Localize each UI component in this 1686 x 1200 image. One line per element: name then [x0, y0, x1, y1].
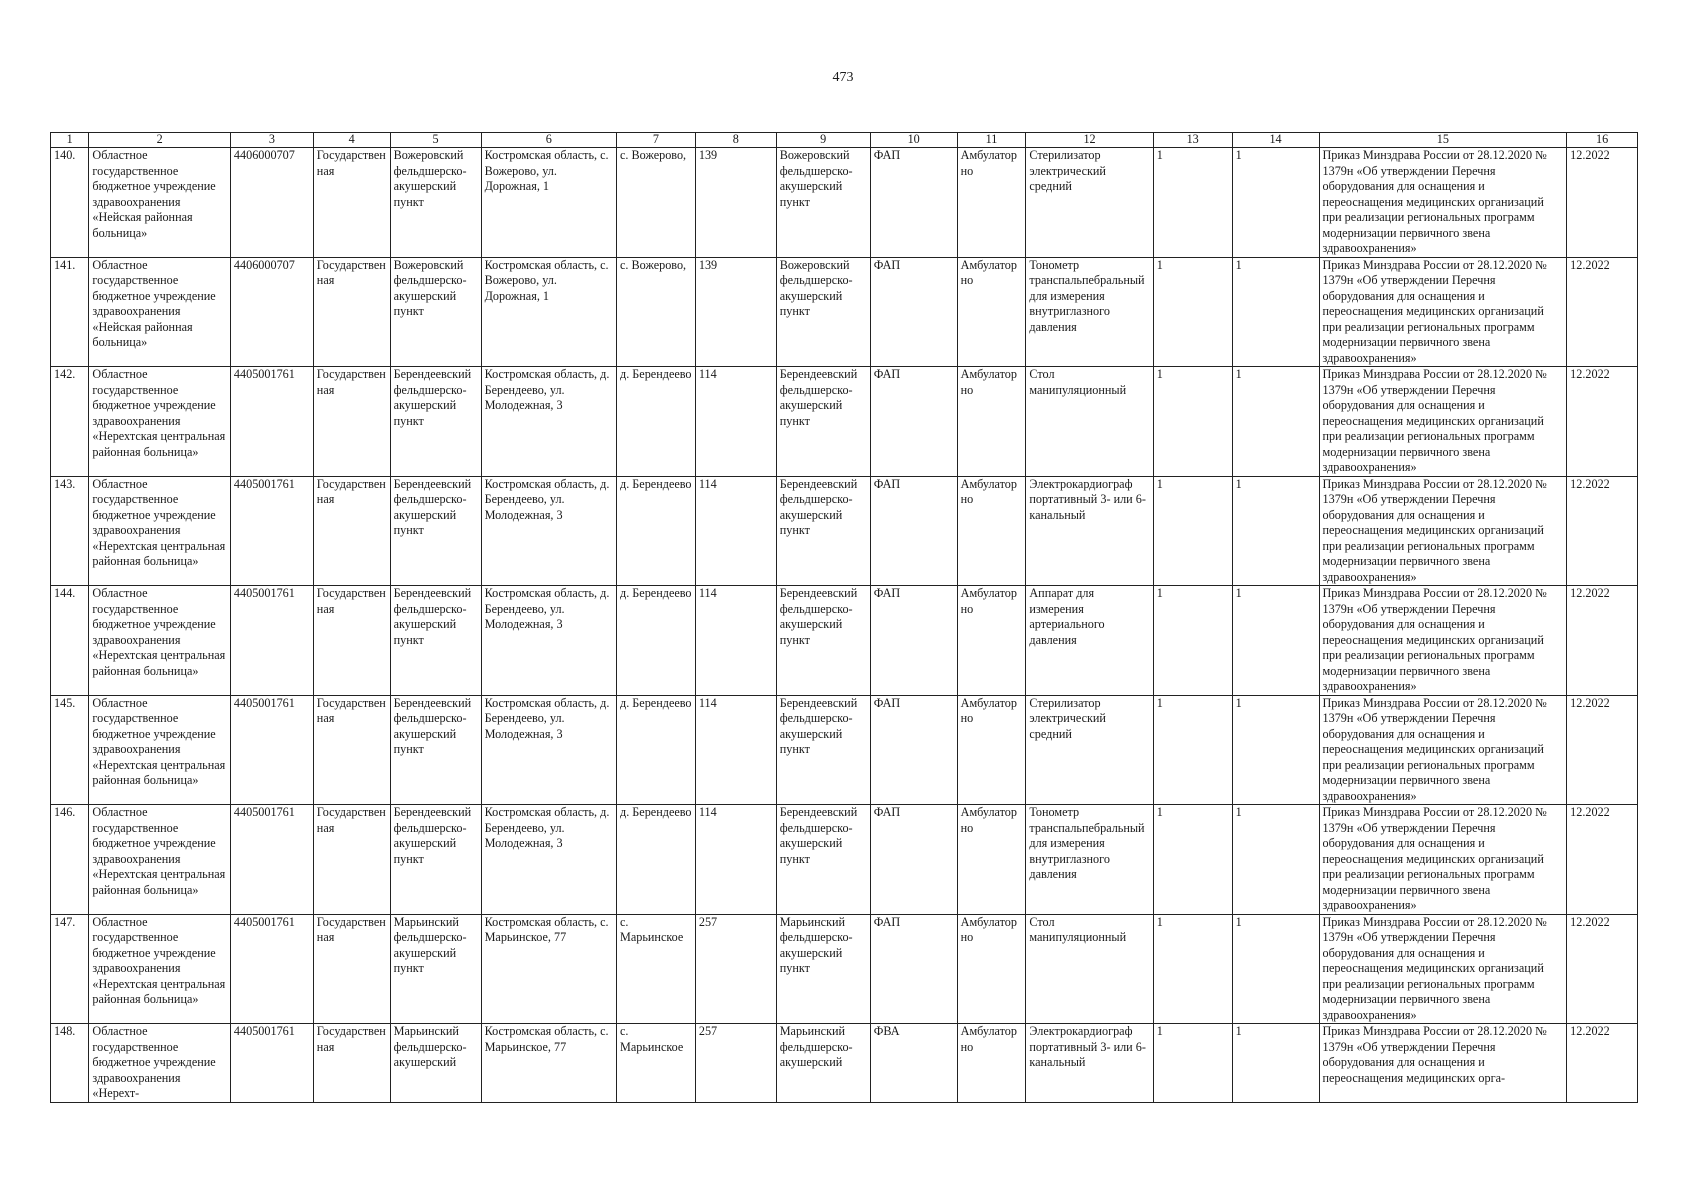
facility-cell: Берендеевский фельдшерско-акушерский пункт: [776, 695, 870, 805]
equipment-cell: Электрокардиограф портативный 3- или 6-канальный: [1026, 476, 1153, 586]
unit-name-cell: Марьинский фельдшерско-акушерский пункт: [390, 914, 481, 1024]
column-number: 1: [51, 133, 89, 148]
table-row: [51, 914, 1638, 1024]
address-cell: Костромская область, с. Вожерово, ул. Дорожная, 1: [481, 257, 616, 367]
quantity-cell: 1: [1153, 367, 1232, 477]
settlement-cell: с. Марьинское: [617, 914, 696, 1024]
ownership-cell: Государственная: [313, 805, 390, 915]
facility-type-cell: ФАП: [870, 148, 957, 258]
column-number: 10: [870, 133, 957, 148]
address-cell: Костромская область, с. Вожерово, ул. Дорожная, 1: [481, 148, 616, 258]
quantity-cell: 1: [1232, 914, 1319, 1024]
facility-cell: Вожеровский фельдшерско-акушерский пункт: [776, 257, 870, 367]
quantity-cell: 1: [1232, 1024, 1319, 1103]
table-row: [51, 367, 1638, 477]
care-form-cell: Амбулаторно: [957, 367, 1026, 477]
row-number-cell: 142.: [51, 367, 89, 477]
population-cell: 139: [695, 257, 776, 367]
date-cell: 12.2022: [1567, 805, 1638, 915]
row-number-cell: 141.: [51, 257, 89, 367]
column-number: 14: [1232, 133, 1319, 148]
unit-name-cell: Марьинский фельдшерско-акушерский: [390, 1024, 481, 1103]
population-cell: 139: [695, 148, 776, 258]
column-number: 9: [776, 133, 870, 148]
settlement-cell: с. Марьинское: [617, 1024, 696, 1103]
column-number-row: [51, 133, 1638, 148]
ownership-cell: Государственная: [313, 914, 390, 1024]
table-row: [51, 257, 1638, 367]
quantity-cell: 1: [1232, 476, 1319, 586]
ownership-cell: Государственная: [313, 257, 390, 367]
unit-name-cell: Берендеевский фельдшерско-акушерский пункт: [390, 367, 481, 477]
inn-cell: 4405001761: [230, 367, 313, 477]
inn-cell: 4406000707: [230, 148, 313, 258]
quantity-cell: 1: [1153, 476, 1232, 586]
address-cell: Костромская область, д. Берендеево, ул. Молодежная, 3: [481, 476, 616, 586]
row-number-cell: 143.: [51, 476, 89, 586]
quantity-cell: 1: [1232, 148, 1319, 258]
care-form-cell: Амбулаторно: [957, 586, 1026, 696]
inn-cell: 4405001761: [230, 1024, 313, 1103]
settlement-cell: с. Вожерово,: [617, 257, 696, 367]
equipment-cell: Стерилизатор электрический средний: [1026, 695, 1153, 805]
quantity-cell: 1: [1153, 257, 1232, 367]
column-number: 11: [957, 133, 1026, 148]
facility-cell: Вожеровский фельдшерско-акушерский пункт: [776, 148, 870, 258]
date-cell: 12.2022: [1567, 257, 1638, 367]
facility-cell: Берендеевский фельдшерско-акушерский пункт: [776, 367, 870, 477]
facility-type-cell: ФАП: [870, 367, 957, 477]
ownership-cell: Государственная: [313, 148, 390, 258]
column-number: 8: [695, 133, 776, 148]
facility-cell: Марьинский фельдшерско-акушерский пункт: [776, 914, 870, 1024]
column-number: 16: [1567, 133, 1638, 148]
organization-cell: Областное государственное бюджетное учреждение здравоохранения «Нейская районная больница»: [89, 148, 231, 258]
legal-basis-cell: Приказ Минздрава России от 28.12.2020 № 1379н «Об утверждении Перечня оборудования для оснащения и переоснащения медицинских организаций при реализации региональных программ модернизации первичного звена здравоохранения»: [1319, 586, 1567, 696]
ownership-cell: Государственная: [313, 476, 390, 586]
equipment-registry-table: [50, 132, 1638, 1103]
column-number: 5: [390, 133, 481, 148]
settlement-cell: д. Берендеево: [617, 367, 696, 477]
table-row: [51, 805, 1638, 915]
inn-cell: 4405001761: [230, 695, 313, 805]
table-row: [51, 586, 1638, 696]
equipment-cell: Стол манипуляционный: [1026, 367, 1153, 477]
registry-body: [51, 148, 1638, 1103]
address-cell: Костромская область, д. Берендеево, ул. Молодежная, 3: [481, 805, 616, 915]
legal-basis-cell: Приказ Минздрава России от 28.12.2020 № 1379н «Об утверждении Перечня оборудования для оснащения и переоснащения медицинских организаций при реализации региональных программ модернизации первичного звена здравоохранения»: [1319, 257, 1567, 367]
settlement-cell: д. Берендеево: [617, 476, 696, 586]
organization-cell: Областное государственное бюджетное учреждение здравоохранения «Нерехтская центральная районная больница»: [89, 914, 231, 1024]
ownership-cell: Государственная: [313, 1024, 390, 1103]
quantity-cell: 1: [1153, 695, 1232, 805]
care-form-cell: Амбулаторно: [957, 914, 1026, 1024]
table-row: [51, 476, 1638, 586]
legal-basis-cell: Приказ Минздрава России от 28.12.2020 № 1379н «Об утверждении Перечня оборудования для оснащения и переоснащения медицинских орга-: [1319, 1024, 1567, 1103]
quantity-cell: 1: [1232, 586, 1319, 696]
settlement-cell: д. Берендеево: [617, 695, 696, 805]
facility-type-cell: ФАП: [870, 695, 957, 805]
legal-basis-cell: Приказ Минздрава России от 28.12.2020 № 1379н «Об утверждении Перечня оборудования для оснащения и переоснащения медицинских организаций при реализации региональных программ модернизации первичного звена здравоохранения»: [1319, 148, 1567, 258]
equipment-cell: Стерилизатор электрический средний: [1026, 148, 1153, 258]
settlement-cell: д. Берендеево: [617, 805, 696, 915]
address-cell: Костромская область, д. Берендеево, ул. Молодежная, 3: [481, 695, 616, 805]
facility-type-cell: ФВА: [870, 1024, 957, 1103]
equipment-cell: Аппарат для измерения артериального давления: [1026, 586, 1153, 696]
facility-type-cell: ФАП: [870, 914, 957, 1024]
equipment-cell: Тонометр транспальпебральный для измерения внутриглазного давления: [1026, 805, 1153, 915]
facility-type-cell: ФАП: [870, 805, 957, 915]
organization-cell: Областное государственное бюджетное учреждение здравоохранения «Нерехтская центральная районная больница»: [89, 805, 231, 915]
quantity-cell: 1: [1232, 695, 1319, 805]
settlement-cell: с. Вожерово,: [617, 148, 696, 258]
row-number-cell: 140.: [51, 148, 89, 258]
population-cell: 257: [695, 914, 776, 1024]
inn-cell: 4405001761: [230, 914, 313, 1024]
date-cell: 12.2022: [1567, 1024, 1638, 1103]
column-number: 13: [1153, 133, 1232, 148]
population-cell: 114: [695, 805, 776, 915]
organization-cell: Областное государственное бюджетное учреждение здравоохранения «Нерехтская центральная районная больница»: [89, 476, 231, 586]
inn-cell: 4405001761: [230, 476, 313, 586]
row-number-cell: 144.: [51, 586, 89, 696]
care-form-cell: Амбулаторно: [957, 257, 1026, 367]
facility-type-cell: ФАП: [870, 257, 957, 367]
inn-cell: 4406000707: [230, 257, 313, 367]
care-form-cell: Амбулаторно: [957, 476, 1026, 586]
unit-name-cell: Берендеевский фельдшерско-акушерский пункт: [390, 805, 481, 915]
column-number: 7: [617, 133, 696, 148]
quantity-cell: 1: [1153, 586, 1232, 696]
settlement-cell: д. Берендеево: [617, 586, 696, 696]
organization-cell: Областное государственное бюджетное учреждение здравоохранения «Нерехтская центральная районная больница»: [89, 586, 231, 696]
legal-basis-cell: Приказ Минздрава России от 28.12.2020 № 1379н «Об утверждении Перечня оборудования для оснащения и переоснащения медицинских организаций при реализации региональных программ модернизации первичного звена здравоохранения»: [1319, 476, 1567, 586]
care-form-cell: Амбулаторно: [957, 148, 1026, 258]
quantity-cell: 1: [1232, 805, 1319, 915]
facility-cell: Марьинский фельдшерско-акушерский: [776, 1024, 870, 1103]
equipment-cell: Тонометр транспальпебральный для измерения внутриглазного давления: [1026, 257, 1153, 367]
date-cell: 12.2022: [1567, 695, 1638, 805]
unit-name-cell: Берендеевский фельдшерско-акушерский пункт: [390, 476, 481, 586]
column-number: 15: [1319, 133, 1567, 148]
row-number-cell: 148.: [51, 1024, 89, 1103]
facility-cell: Берендеевский фельдшерско-акушерский пункт: [776, 805, 870, 915]
quantity-cell: 1: [1153, 1024, 1232, 1103]
date-cell: 12.2022: [1567, 148, 1638, 258]
organization-cell: Областное государственное бюджетное учреждение здравоохранения «Нерехтская центральная районная больница»: [89, 695, 231, 805]
column-number: 6: [481, 133, 616, 148]
care-form-cell: Амбулаторно: [957, 1024, 1026, 1103]
address-cell: Костромская область, д. Берендеево, ул. Молодежная, 3: [481, 367, 616, 477]
page-number: 473: [832, 70, 854, 85]
legal-basis-cell: Приказ Минздрава России от 28.12.2020 № 1379н «Об утверждении Перечня оборудования для оснащения и переоснащения медицинских организаций при реализации региональных программ модернизации первичного звена здравоохранения»: [1319, 805, 1567, 915]
organization-cell: Областное государственное бюджетное учреждение здравоохранения «Нерехт-: [89, 1024, 231, 1103]
row-number-cell: 146.: [51, 805, 89, 915]
facility-cell: Берендеевский фельдшерско-акушерский пункт: [776, 586, 870, 696]
ownership-cell: Государственная: [313, 586, 390, 696]
row-number-cell: 147.: [51, 914, 89, 1024]
facility-type-cell: ФАП: [870, 476, 957, 586]
legal-basis-cell: Приказ Минздрава России от 28.12.2020 № 1379н «Об утверждении Перечня оборудования для оснащения и переоснащения медицинских организаций при реализации региональных программ модернизации первичного звена здравоохранения»: [1319, 914, 1567, 1024]
legal-basis-cell: Приказ Минздрава России от 28.12.2020 № 1379н «Об утверждении Перечня оборудования для оснащения и переоснащения медицинских организаций при реализации региональных программ модернизации первичного звена здравоохранения»: [1319, 695, 1567, 805]
population-cell: 114: [695, 586, 776, 696]
address-cell: Костромская область, с. Марьинское, 77: [481, 914, 616, 1024]
column-number: 4: [313, 133, 390, 148]
date-cell: 12.2022: [1567, 367, 1638, 477]
address-cell: Костромская область, д. Берендеево, ул. Молодежная, 3: [481, 586, 616, 696]
unit-name-cell: Берендеевский фельдшерско-акушерский пункт: [390, 695, 481, 805]
facility-cell: Берендеевский фельдшерско-акушерский пункт: [776, 476, 870, 586]
row-number-cell: 145.: [51, 695, 89, 805]
column-number: 2: [89, 133, 231, 148]
date-cell: 12.2022: [1567, 586, 1638, 696]
unit-name-cell: Вожеровский фельдшерско-акушерский пункт: [390, 148, 481, 258]
table-row: [51, 148, 1638, 258]
column-number: 3: [230, 133, 313, 148]
equipment-cell: Стол манипуляционный: [1026, 914, 1153, 1024]
ownership-cell: Государственная: [313, 367, 390, 477]
organization-cell: Областное государственное бюджетное учреждение здравоохранения «Нейская районная больница»: [89, 257, 231, 367]
quantity-cell: 1: [1232, 257, 1319, 367]
population-cell: 114: [695, 476, 776, 586]
quantity-cell: 1: [1153, 914, 1232, 1024]
column-number: 12: [1026, 133, 1153, 148]
population-cell: 114: [695, 367, 776, 477]
population-cell: 257: [695, 1024, 776, 1103]
unit-name-cell: Вожеровский фельдшерско-акушерский пункт: [390, 257, 481, 367]
care-form-cell: Амбулаторно: [957, 805, 1026, 915]
organization-cell: Областное государственное бюджетное учреждение здравоохранения «Нерехтская центральная районная больница»: [89, 367, 231, 477]
table-row: [51, 1024, 1638, 1103]
population-cell: 114: [695, 695, 776, 805]
quantity-cell: 1: [1232, 367, 1319, 477]
unit-name-cell: Берендеевский фельдшерско-акушерский пункт: [390, 586, 481, 696]
date-cell: 12.2022: [1567, 476, 1638, 586]
quantity-cell: 1: [1153, 148, 1232, 258]
inn-cell: 4405001761: [230, 805, 313, 915]
legal-basis-cell: Приказ Минздрава России от 28.12.2020 № 1379н «Об утверждении Перечня оборудования для оснащения и переоснащения медицинских организаций при реализации региональных программ модернизации первичного звена здравоохранения»: [1319, 367, 1567, 477]
inn-cell: 4405001761: [230, 586, 313, 696]
facility-type-cell: ФАП: [870, 586, 957, 696]
table-row: [51, 695, 1638, 805]
care-form-cell: Амбулаторно: [957, 695, 1026, 805]
equipment-cell: Электрокардиограф портативный 3- или 6-канальный: [1026, 1024, 1153, 1103]
date-cell: 12.2022: [1567, 914, 1638, 1024]
quantity-cell: 1: [1153, 805, 1232, 915]
ownership-cell: Государственная: [313, 695, 390, 805]
address-cell: Костромская область, с. Марьинское, 77: [481, 1024, 616, 1103]
